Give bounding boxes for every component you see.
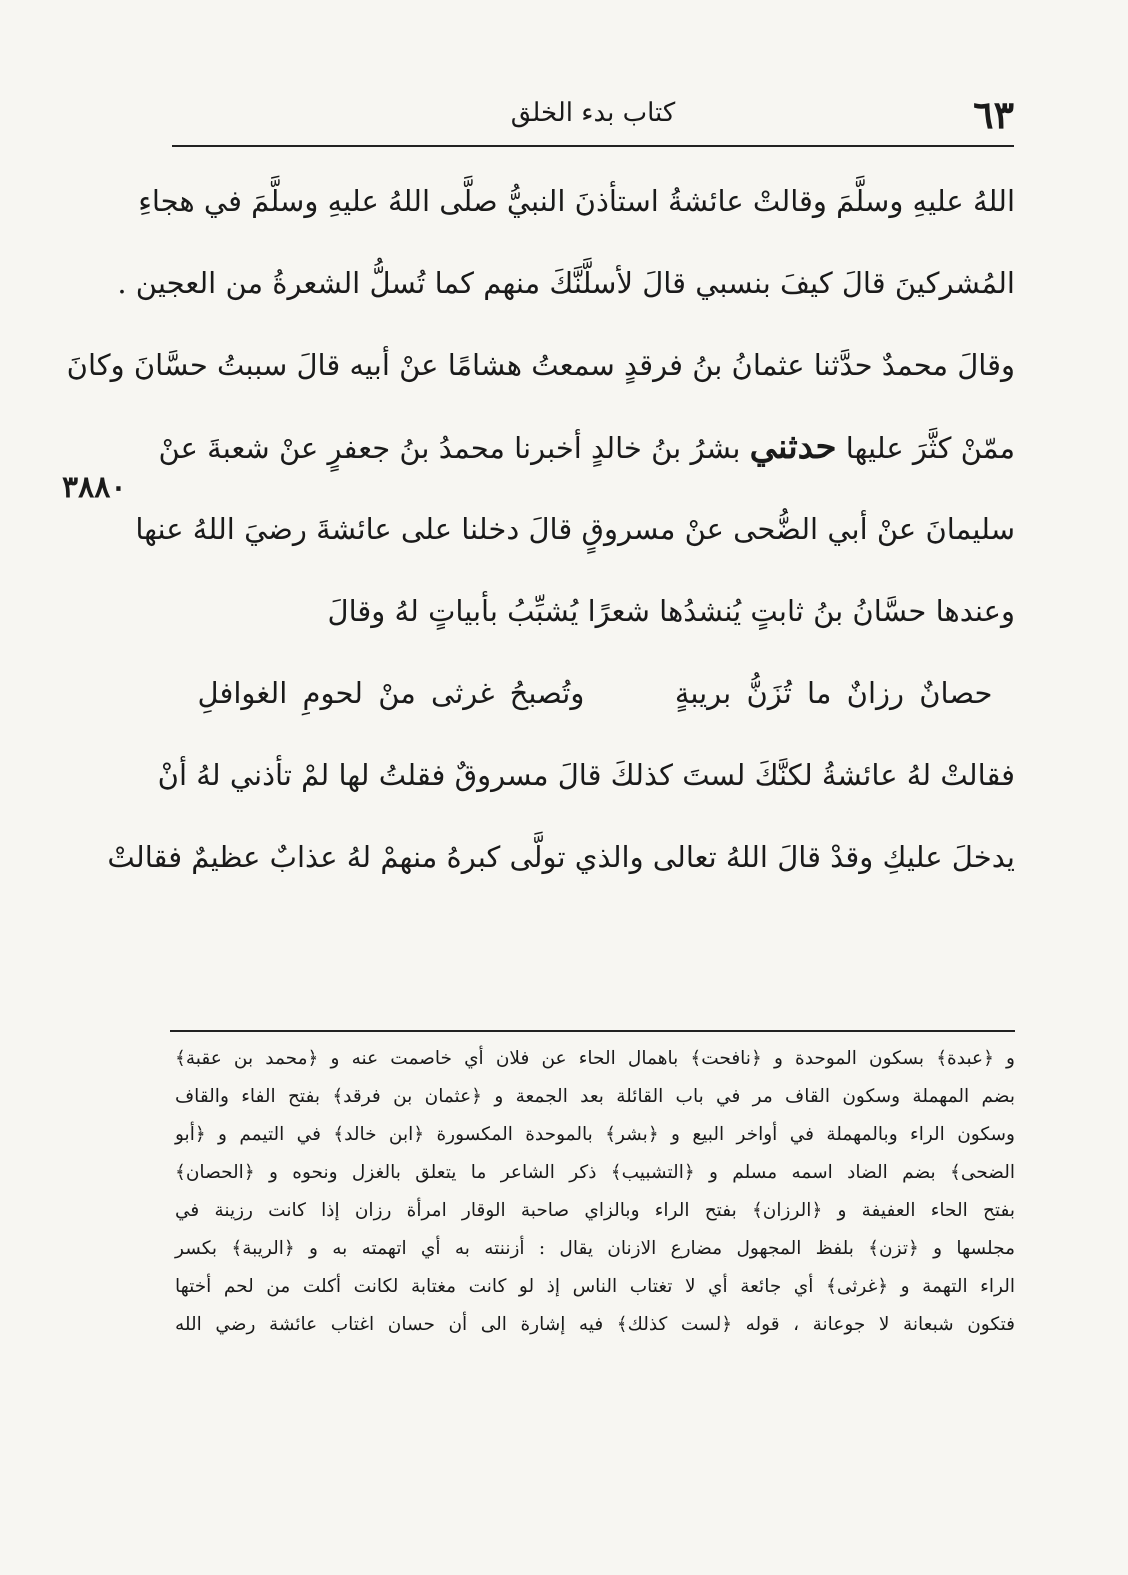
footnotes — [175, 1040, 1015, 1344]
footnote-line: الراء التهمة و ﴿غرثى﴾ أي جائعة أي لا تغتاب الناس إذ لو كانت مغتابة لكانت أكلت من لحم أختها — [175, 1276, 1015, 1297]
text-line-8: فقالتْ لهُ عائشةُ لكنَّكَ لستَ كذلكَ قالَ مسروقٌ فقلتُ لها لمْ تأذني لهُ أنْ — [157, 758, 1015, 792]
footnote-rule — [170, 1030, 1015, 1032]
running-title: كتاب بدء الخلق — [510, 98, 676, 128]
text-line-2: المُشركينَ قالَ كيفَ بنسبي قالَ لأسلَّنَّكَ منهم كما تُسلُّ الشعرةُ من العجين . — [117, 266, 1015, 300]
footnote-line: الضحى﴾ بضم الضاد اسمه مسلم و ﴿التشبيب﴾ ذكر الشاعر ما يتعلق بالغزل ونحوه و ﴿الحصان﴾ — [175, 1162, 1016, 1183]
text-line-4-rest: بشرُ بنُ خالدٍ أخبرنا محمدُ بنُ جعفرٍ عنْ شعبةَ عنْ — [158, 431, 741, 465]
page-header — [172, 88, 1014, 144]
hadith-number: ٣٨٨٠ — [62, 470, 127, 505]
verse-line — [175, 652, 1015, 734]
text-line-1: اللهُ عليهِ وسلَّمَ وقالتْ عائشةُ استأذنَ النبيُّ صلَّى اللهُ عليهِ وسلَّمَ في هجاءِ — [138, 184, 1015, 218]
footnote-line: بضم المهملة وسكون القاف مر في باب القائلة بعد الجمعة و ﴿عثمان بن فرقد﴾ بفتح الفاء والقاف — [175, 1086, 1015, 1107]
text-line-4-start: ممّنْ كثَّرَ عليها — [845, 431, 1015, 465]
header-rule — [172, 145, 1014, 147]
footnote-line: بفتح الحاء العفيفة و ﴿الرزان﴾ بفتح الراء وبالزاي صاحبة الوقار امرأة رزان إذا كانت رزينة في — [175, 1200, 1015, 1221]
footnote-line: و ﴿عبدة﴾ بسكون الموحدة و ﴿نافحت﴾ باهمال الحاء عن فلان أي خاصمت عنه و ﴿محمد بن عقبة﴾ — [175, 1048, 1015, 1069]
haddathani-keyword: حدثني — [749, 427, 837, 467]
page-number: ٦٣ — [973, 92, 1014, 137]
text-line-3: وقالَ محمدٌ حدَّثنا عثمانُ بنُ فرقدٍ سمعتُ هشامًا عنْ أبيه قالَ سببتُ حسَّانَ وكانَ — [66, 348, 1015, 382]
footnote-line: فتكون شبعانة لا جوعانة ، قوله ﴿لست كذلك﴾ فيه إشارة الى أن حسان اغتاب عائشة رضي الله — [175, 1314, 1015, 1335]
footnote-line: وسكون الراء وبالمهملة في أواخر البيع و ﴿بشر﴾ بالموحدة المكسورة ﴿ابن خالد﴾ في التيمم و ﴿أبو — [175, 1124, 1015, 1145]
text-line-4 — [158, 406, 1015, 488]
text-line-9: يدخلَ عليكِ وقدْ قالَ اللهُ تعالى والذي تولَّى كبرهُ منهمْ لهُ عذابٌ عظيمٌ فقالتْ — [107, 840, 1015, 874]
verse-second-hemistich: وتُصبحُ غرثى منْ لحومِ الغوافلِ — [197, 676, 585, 710]
footnote-line: مجلسها و ﴿تزن﴾ بلفظ المجهول مضارع الازنان يقال : أزننته به أي اتهمته به و ﴿الريبة﴾ بكسر — [175, 1238, 1015, 1259]
verse-first-hemistich: حصانٌ رزانٌ ما تُزَنُّ بريبةٍ — [674, 676, 993, 710]
text-line-6: وعندها حسَّانُ بنُ ثابتٍ يُنشدُها شعرًا يُشبِّبُ بأبياتٍ لهُ وقالَ — [327, 594, 1015, 628]
text-line-5: سليمانَ عنْ أبي الضُّحى عنْ مسروقٍ قالَ دخلنا على عائشةَ رضيَ اللهُ عنها — [135, 512, 1015, 546]
